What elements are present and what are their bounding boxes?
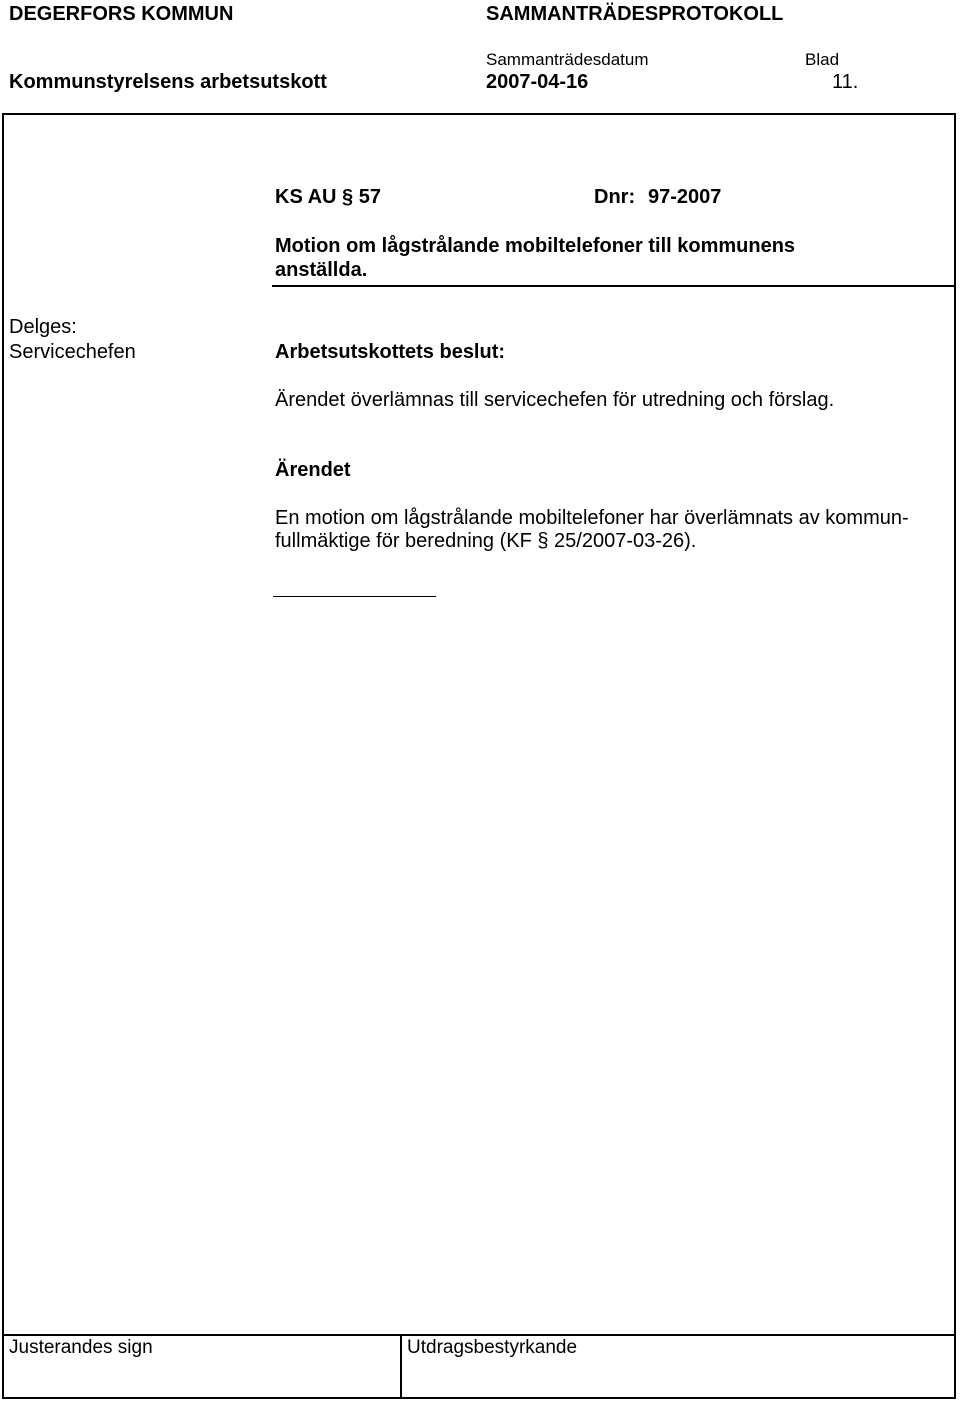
case-title-line2: anställda. <box>275 259 368 281</box>
matter-text-line1: En motion om lågstrålande mobiltelefoner har överlämnats av kommun- <box>275 507 909 529</box>
distribution-label: Delges: <box>9 316 77 338</box>
meeting-date-label: Sammanträdesdatum <box>486 50 649 69</box>
title-underline <box>272 285 955 287</box>
matter-heading: Ärendet <box>275 459 351 481</box>
decision-heading: Arbetsutskottets beslut: <box>275 341 506 363</box>
case-title-line1: Motion om lågstrålande mobiltelefoner till kommunens <box>275 235 796 257</box>
page-label: Blad <box>805 50 840 69</box>
committee-name: Kommunstyrelsens arbetsutskott <box>9 71 327 93</box>
extract-certification-label: Utdragsbestyrkande <box>407 1337 578 1358</box>
protocol-title: SAMMANTRÄDESPROTOKOLL <box>486 3 784 25</box>
page-number: 11. <box>832 71 859 93</box>
municipality-name: DEGERFORS KOMMUN <box>9 3 234 25</box>
footer-top-rule <box>3 1334 956 1336</box>
section-end-rule <box>273 596 436 597</box>
decision-text: Ärendet överlämnas till servicechefen för utredning och förslag. <box>275 389 835 411</box>
distribution-recipient: Servicechefen <box>9 341 136 363</box>
dnr-value: 97-2007 <box>648 186 722 208</box>
matter-text-line2: fullmäktige för beredning (KF § 25/2007-03-26). <box>275 530 697 552</box>
meeting-date: 2007-04-16 <box>486 71 589 93</box>
protocol-frame <box>2 113 956 1399</box>
dnr-label: Dnr: <box>594 186 636 208</box>
paragraph-number: KS AU § 57 <box>275 186 381 208</box>
footer-divider <box>400 1334 402 1398</box>
adjuster-sign-label: Justerandes sign <box>9 1337 153 1358</box>
